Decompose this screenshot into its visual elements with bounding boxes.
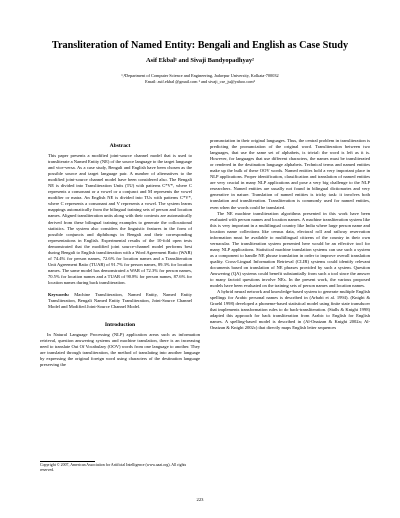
abstract-heading: Abstract [109, 143, 131, 149]
introduction-heading: Introduction [104, 322, 136, 329]
keywords-paragraph [48, 292, 192, 310]
abstract-text: This paper presents a modified joint-source channel model that is used to transliterate a Named Entity (NE) of the source language to the target language and vice-versa. As a case study, Bengali and English have been chosen as the possible source and target language pair. A number of alternatives to the modified joint-source channel model have been considered also. The Bengali NE is divided into Transliteration Units (TU) with patterns C*V*, where C represents a consonant or a vowel or a conjunct and M represents the vowel modifier or matra. An English NE is divided into TUs with patterns C*V*, where C represents a consonant and V represents a vowel. The system learns mappings automatically from the bilingual training sets of person and location names. Aligned transliteration units along with their contexts are automatically derived from these bilingual training examples to generate the collocational statistics. The system also considers the linguistic features in the form of possible conjuncts and diphthongs in Bengali and their corresponding representations in English. Experimental results of the 10-fold open tests demonstrated that the modified joint source-channel model performs best during Bengali to English transliteration with a Word Agreement Ratio (WAR) of 74.4% for person names, 72.6% for location names and a Transliteration Unit Agreement Ratio (TUAR) of 91.7% for person names, 89.3% for location names. The same model has demonstrated a WAR of 72.3% for person names, 70.5% for location names and a TUAR of 90.8% for person names, 87.6% for location names during back transliteration. [48, 153, 192, 285]
keywords-label: Keywords: [48, 292, 70, 298]
copyright-footnote: Copyright © 2007, American Association for Artificial Intelligence (www.aaai.org). All rights reserved. [40, 463, 187, 472]
affiliation-email: Email: asif.ekbal @gmail.com ¹ and sivaji_cse_ju@yahoo.com² [145, 79, 255, 84]
author-line: Asif Ekbal¹ and Sivaji Bandyopadhyay² [146, 57, 254, 64]
paper-title: Transliteration of Named Entity: Bengali and English as Case Study [51, 40, 349, 51]
affiliation-department: ¹,²Department of Computer Science and Engineering, Jadavpur University, Kolkata-700032 [121, 73, 279, 78]
footnote-rule [40, 461, 95, 462]
right-column [210, 138, 370, 332]
body-paragraph: A hybrid neural network and knowledge-based system to generate multiple English spellings for Arabic personal names is described in (Arbabi et al. 1994). (Knight & Graehl 1998) developed a phoneme-based statistical model using finite state transducer that implements transformation rules to do back-transliteration. (Stalls & Knight 1998) adapted this approach for back transliteration from Arabic to English for English names. A spelling-based model is described in (Al-Onaizan & Knight 2002a; Al-Onaizan & Knight 2002c) that directly maps English letter sequences [210, 289, 370, 331]
intro-paragraph: In Natural Language Processing (NLP) application areas such as information retrieval, question answering systems and machine translation, there is an increasing need to translate Out Of Vocabulary (OOV) words from one language to another. They are translated through transliteration, the method of translating into another language by expressing the original foreign word using characters of the destination language preserving the [40, 332, 200, 368]
page-number: 223 [196, 497, 204, 502]
affiliation-block [30, 73, 370, 85]
left-column [40, 143, 200, 368]
keywords-text: Machine Transliteration, Named Entity, Named Entity Transliteration, Bengali Named Entity Transliteration, Joint-Source Channel Model and Modified Joint-Source Channel Model. [48, 292, 192, 310]
body-paragraph: The NE machine transliteration algorithms presented in this work have been evaluated with person names and location names. A machine transliteration system like this is very important in a multilingual country like India where large person name and location name collections like census data, electoral roll and railway reservation information must be available to multilingual citizens of the country in their own vernacular. The transliteration system presented here would be an effective tool for many NLP applications. Statistical machine translation systems can use such a system as a component to handle NE phrase translation in order to improve overall translation quality. Cross-Lingual Information Retrieval (CLIR) systems could identify relevant documents based on translation of NE phrases provided by such a system. Question Answering (QA) systems could benefit substantially from such a tool since the answer to many factoid questions involve NEs. In the present work, the various proposed models have been evaluated on the training sets of person names and location names. [210, 210, 370, 289]
body-paragraph: pronunciation in their original languages. Thus, the central problem in transliteration is predicting the pronunciation of the original word. Transliteration between two languages, that use the same set of alphabets, is trivial: the word is left as it is. However, for languages that use different characters, the names must be transliterated or rendered in the destination language alphabets. Technical terms and named entities make up the bulk of these OOV words. Named entities hold a very important place in NLP applications. Proper identification, classification and translation of named entities are very crucial in many NLP applications and pose a very big challenge to the NLP researchers. Named entities are usually not found in bilingual dictionaries and very generative in nature. Translation of named entities is tricky task: it involves both translation and transliteration. Transliteration is commonly used for named entities, even when the words could be translated. [210, 138, 370, 210]
